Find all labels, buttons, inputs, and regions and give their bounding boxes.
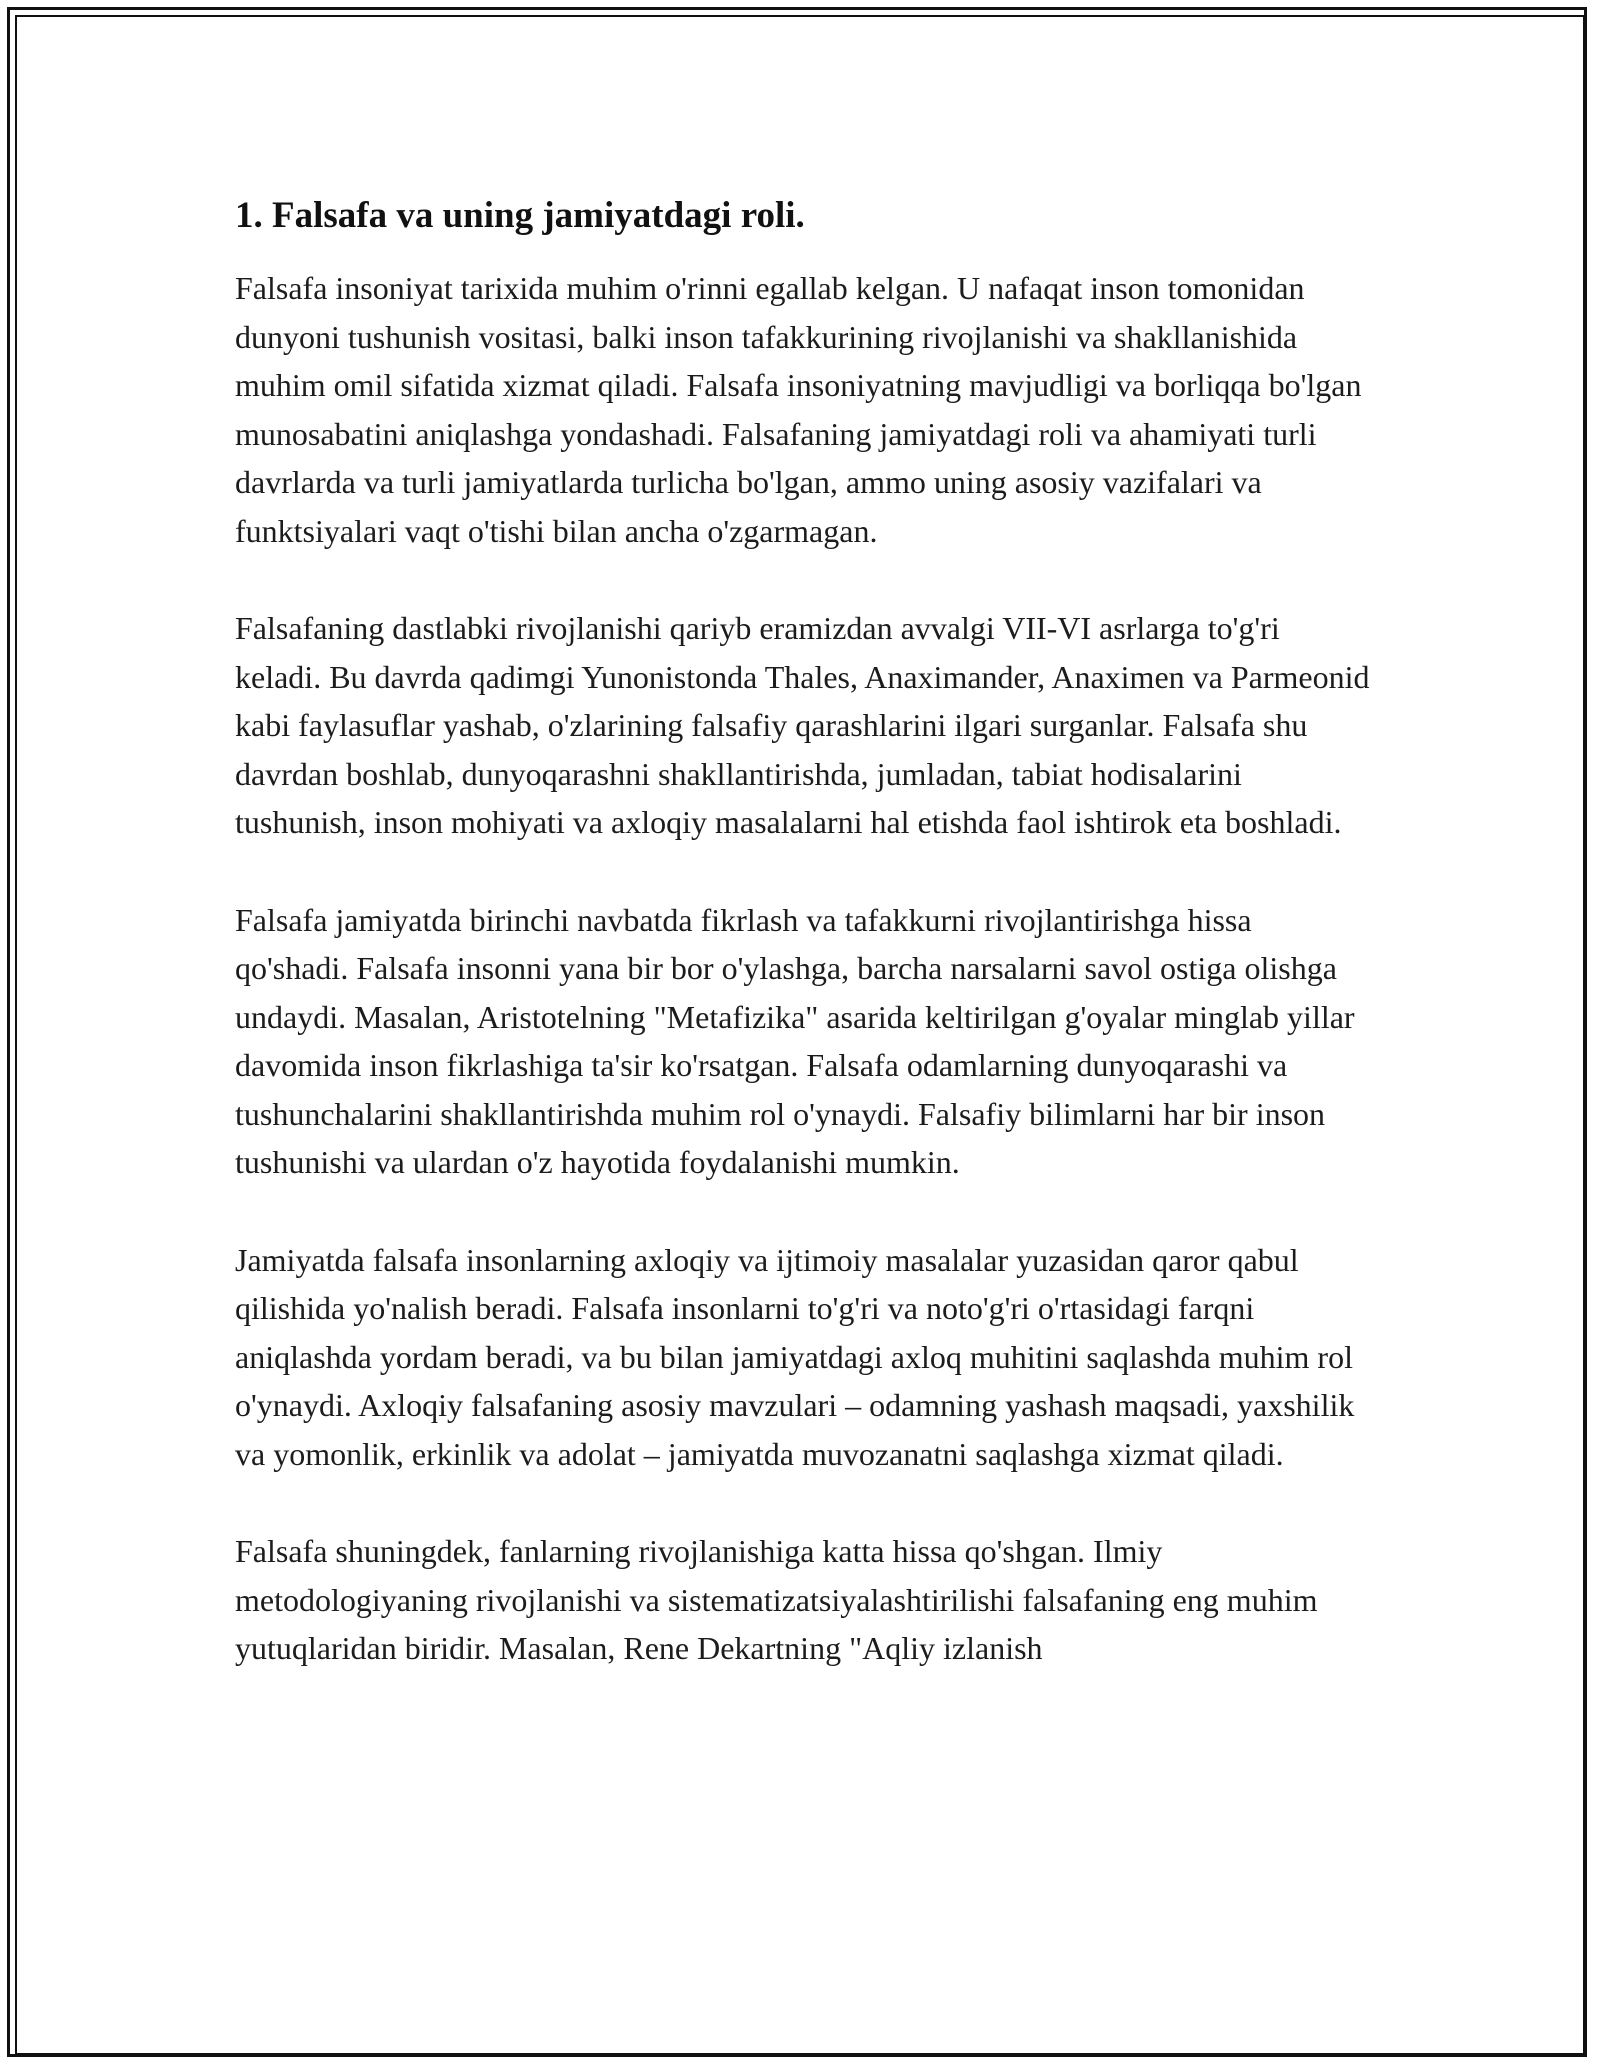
paragraph-3: Falsafa jamiyatda birinchi navbatda fikrlash va tafakkurni rivojlantirishga hissa qo'shadi. Falsafa insonni yana bir bor o'ylashga, barcha narsalarni savol ostiga olishga undaydi. Masalan, Aristotelning "Metafizika" asarida keltirilgan g'oyalar minglab yillar davomida inson fikrlashiga ta'sir ko'rsatgan. Falsafa odamlarning dunyoqarashi va tushunchalarini shakllantirishda muhim rol o'ynaydi. Falsafiy bilimlarni har bir inson tushunishi va ulardan o'z hayotida foydalanishi mumkin. [235,901,1355,1180]
paragraph-4: Jamiyatda falsafa insonlarning axloqiy va ijtimoiy masalalar yuzasidan qaror qabul qilishida yo'nalish beradi. Falsafa insonlarni to'g'ri va noto'g'ri o'rtasidagi farqni aniqlashda yordam beradi, va bu bilan jamiyatdagi axloq muhitini saqlashda muhim rol o'ynaydi. Axloqiy falsafaning asosiy mavzulari – odamning yashash maqsadi, yaxshilik va yomonlik, erkinlik va adolat – jamiyatda muvozanatni saqlashga xizmat qiladi. [235,1241,1355,1472]
document-body [235,190,1370,1673]
paragraph-1: Falsafa insoniyat tarixida muhim o'rinni egallab kelgan. U nafaqat inson tomonidan dunyoni tushunish vositasi, balki inson tafakkurining rivojlanishi va shakllanishida muhim omil sifatida xizmat qiladi. Falsafa insoniyatning mavjudligi va borliqqa bo'lgan munosabatini aniqlashga yondashadi. Falsafaning jamiyatdagi roli va ahamiyati turli davrlarda va turli jamiyatlarda turlicha bo'lgan, ammo uning asosiy vazifalari va funktsiyalari vaqt o'tishi bilan ancha o'zgarmagan. [235,270,1362,549]
section-heading: 1. Falsafa va uning jamiyatdagi roli. [235,195,805,236]
paragraph-5: Falsafa shuningdek, fanlarning rivojlanishiga katta hissa qo'shgan. Ilmiy metodologiyaning rivojlanishi va sistematizatsiyalashtirilishi falsafaning eng muhim yutuqlaridan biridir. Masalan, Rene Dekartning "Aqliy izlanish [235,1533,1318,1666]
paragraph-2: Falsafaning dastlabki rivojlanishi qariyb eramizdan avvalgi VII-VI asrlarga to'g'ri keladi. Bu davrda qadimgi Yunonistonda Thales, Anaximander, Anaximen va Parmeonid kabi faylasuflar yashab, o'zlarining falsafiy qarashlarini ilgari surganlar. Falsafa shu davrdan boshlab, dunyoqarashni shakllantirishda, jumladan, tabiat hodisalarini tushunish, inson mohiyati va axloqiy masalalarni hal etishda faol ishtirok eta boshladi. [235,610,1370,840]
